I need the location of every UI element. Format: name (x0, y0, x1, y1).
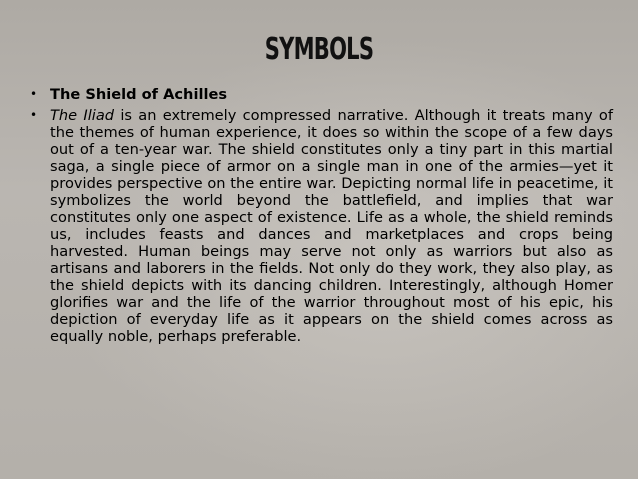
bullet-icon: • (30, 108, 38, 122)
paragraph-body: is an extremely compressed narrative. Although it treats many of the themes of human experience, it does so within the scope of a few days out of a ten-year war. The shield constitutes only a tiny part in this martial saga, a single piece of armor on a single man in one of the armies—yet it provides perspective on the entire war. Depicting normal life in peacetime, it symbolizes the world beyond the battlefield, and implies that war constitutes only one aspect of existence. Life as a whole, the shield reminds us, includes feasts and dances and marketplaces and crops being harvested. Human beings may serve not only as warriors but also as artisans and laborers in the fields. Not only do they work, they also play, as the shield depicts with its dancing children. Interestingly, although Homer glorifies war and the life of the warrior throughout most of his epic, his depiction of everyday life as it appears on the shield comes across as equally noble, perhaps preferable. (50, 107, 613, 345)
iliad-title: The Iliad (50, 107, 115, 124)
bullet-item-paragraph (30, 107, 613, 345)
bullet-icon: • (30, 87, 38, 101)
bullet-list (30, 86, 613, 349)
shield-paragraph (50, 107, 613, 345)
bullet-item-heading (30, 86, 613, 103)
slide-title: SYMBOLS (264, 32, 374, 67)
shield-heading: The Shield of Achilles (50, 86, 228, 103)
